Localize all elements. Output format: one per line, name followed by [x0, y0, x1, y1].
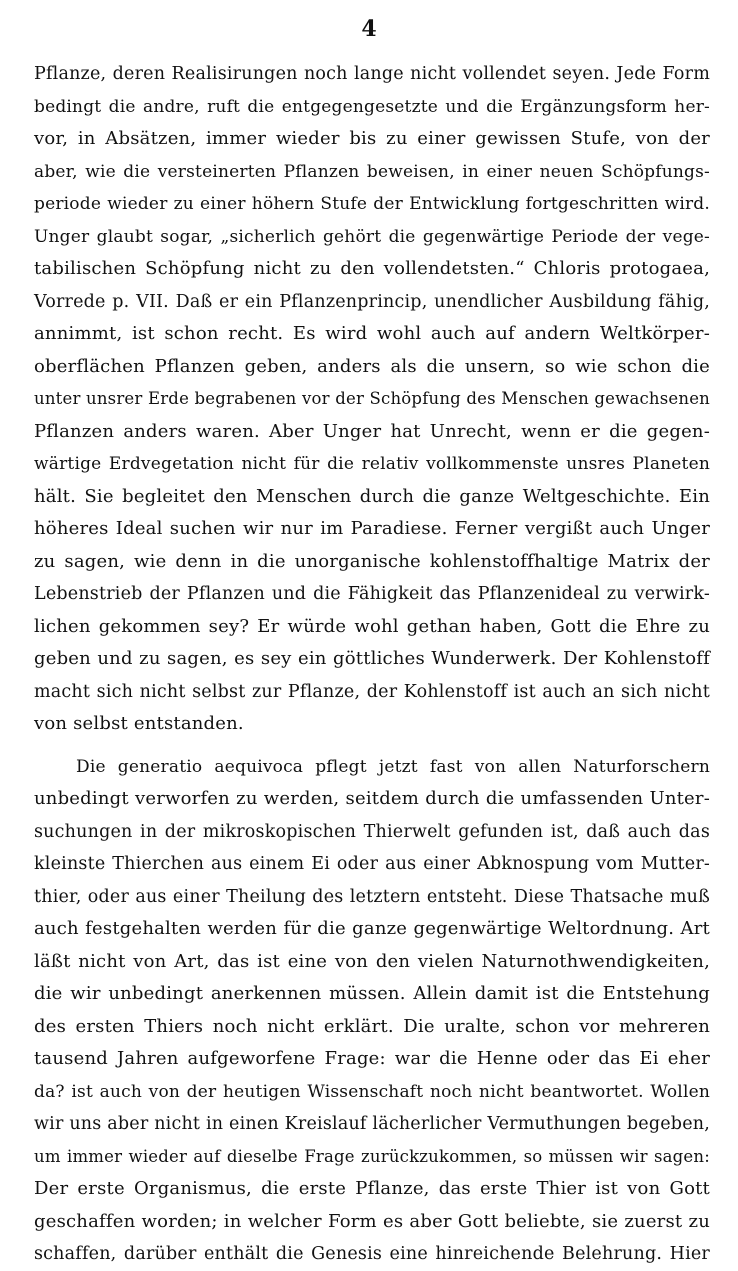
text-line: oberflächen Pflanzen geben, anders als die unsern, so wie schon die	[34, 355, 710, 377]
text-line: hält. Sie begleitet den Menschen durch die ganze Weltgeschichte. Ein	[34, 485, 710, 507]
text-line: zu sagen, wie denn in die unorganische kohlenstoffhaltige Matrix der	[34, 550, 710, 572]
text-line: Vorrede p. VII. Daß er ein Pflanzenprincip, unendlicher Ausbildung fähig,	[34, 291, 710, 312]
text-line: macht sich nicht selbst zur Pflanze, der Kohlenstoff ist auch an sich nicht	[34, 681, 710, 702]
text-line: aber, wie die versteinerten Pflanzen beweisen, in einer neuen Schöpfungs-	[34, 161, 710, 182]
text-line: periode wieder zu einer höhern Stufe der Entwicklung fortgeschritten wird.	[34, 194, 710, 214]
text-line: Der erste Organismus, die erste Pflanze, das erste Thier ist von Gott	[34, 1178, 710, 1199]
text-line: tausend Jahren aufgeworfene Frage: war die Henne oder das Ei eher	[34, 1048, 710, 1069]
page-number: 4	[361, 16, 377, 42]
text-line: die wir unbedingt anerkennen müssen. Allein damit ist die Entstehung	[34, 983, 710, 1004]
text-line: lichen gekommen sey? Er würde wohl gethan haben, Gott die Ehre zu	[34, 615, 710, 637]
text-line: kleinste Thierchen aus einem Ei oder aus einer Abknospung vom Mutter-	[34, 854, 710, 874]
text-line: wärtige Erdvegetation nicht für die relativ vollkommenste unsres Planeten	[34, 454, 710, 474]
text-line: bedingt die andre, ruft die entgegengesetzte und die Ergänzungsform her-	[34, 96, 710, 117]
text-line: thier, oder aus einer Theilung des letztern entsteht. Diese Thatsache muß	[34, 886, 710, 907]
text-line: Pflanze, deren Realisirungen noch lange nicht vollendet seyen. Jede Form	[34, 64, 710, 84]
text-line: unter unsrer Erde begrabenen vor der Schöpfung des Menschen gewachsenen	[34, 389, 710, 408]
text-line: da? ist auch von der heutigen Wissenschaft noch nicht beantwortet. Wollen	[34, 1081, 710, 1102]
text-line: von selbst entstanden.	[34, 713, 244, 734]
text-line: annimmt, ist schon recht. Es wird wohl auch auf andern Weltkörper-	[34, 323, 710, 344]
text-line: schaffen, darüber enthält die Genesis eine hinreichende Belehrung. Hier	[34, 1244, 710, 1264]
text-line: läßt nicht von Art, das ist eine von den vielen Naturnothwendigkeiten,	[34, 950, 710, 972]
text-line: Pflanzen anders waren. Aber Unger hat Unrecht, wenn er die gegen-	[34, 420, 710, 442]
paragraph-gap	[34, 741, 710, 751]
text-line: geben und zu sagen, es sey ein göttliches Wunderwerk. Der Kohlenstoff	[34, 648, 710, 669]
body-text	[34, 58, 710, 1271]
text-line: suchungen in der mikroskopischen Thierwelt gefunden ist, daß auch das	[34, 821, 710, 842]
text-line: wir uns aber nicht in einen Kreislauf lächerlicher Vermuthungen begeben,	[34, 1114, 710, 1134]
text-line: um immer wieder auf dieselbe Frage zurückzukommen, so müssen wir sagen:	[34, 1146, 710, 1166]
paragraph-2	[34, 751, 710, 1271]
text-line: tabilischen Schöpfung nicht zu den vollendetsten.“ Chloris protogaea,	[34, 258, 710, 279]
text-line: unbedingt verworfen zu werden, seitdem durch die umfassenden Unter-	[34, 788, 710, 809]
text-line: geschaffen worden; in welcher Form es aber Gott beliebte, sie zuerst zu	[34, 1210, 710, 1232]
text-line: vor, in Absätzen, immer wieder bis zu einer gewissen Stufe, von der	[34, 128, 710, 149]
paragraph-1	[34, 58, 710, 741]
text-line: höheres Ideal suchen wir nur im Paradiese. Ferner vergißt auch Unger	[34, 518, 710, 539]
text-line: Lebenstrieb der Pflanzen und die Fähigkeit das Pflanzenideal zu verwirk-	[34, 584, 710, 604]
text-line: auch festgehalten werden für die ganze gegenwärtige Weltordnung. Art	[34, 918, 710, 939]
text-line: des ersten Thiers noch nicht erklärt. Die uralte, schon vor mehreren	[34, 1015, 710, 1037]
text-line: Unger glaubt sogar, „sicherlich gehört die gegenwärtige Periode der vege-	[34, 226, 710, 247]
text-line: Die generatio aequivoca pflegt jetzt fast von allen Naturforschern	[76, 756, 710, 777]
